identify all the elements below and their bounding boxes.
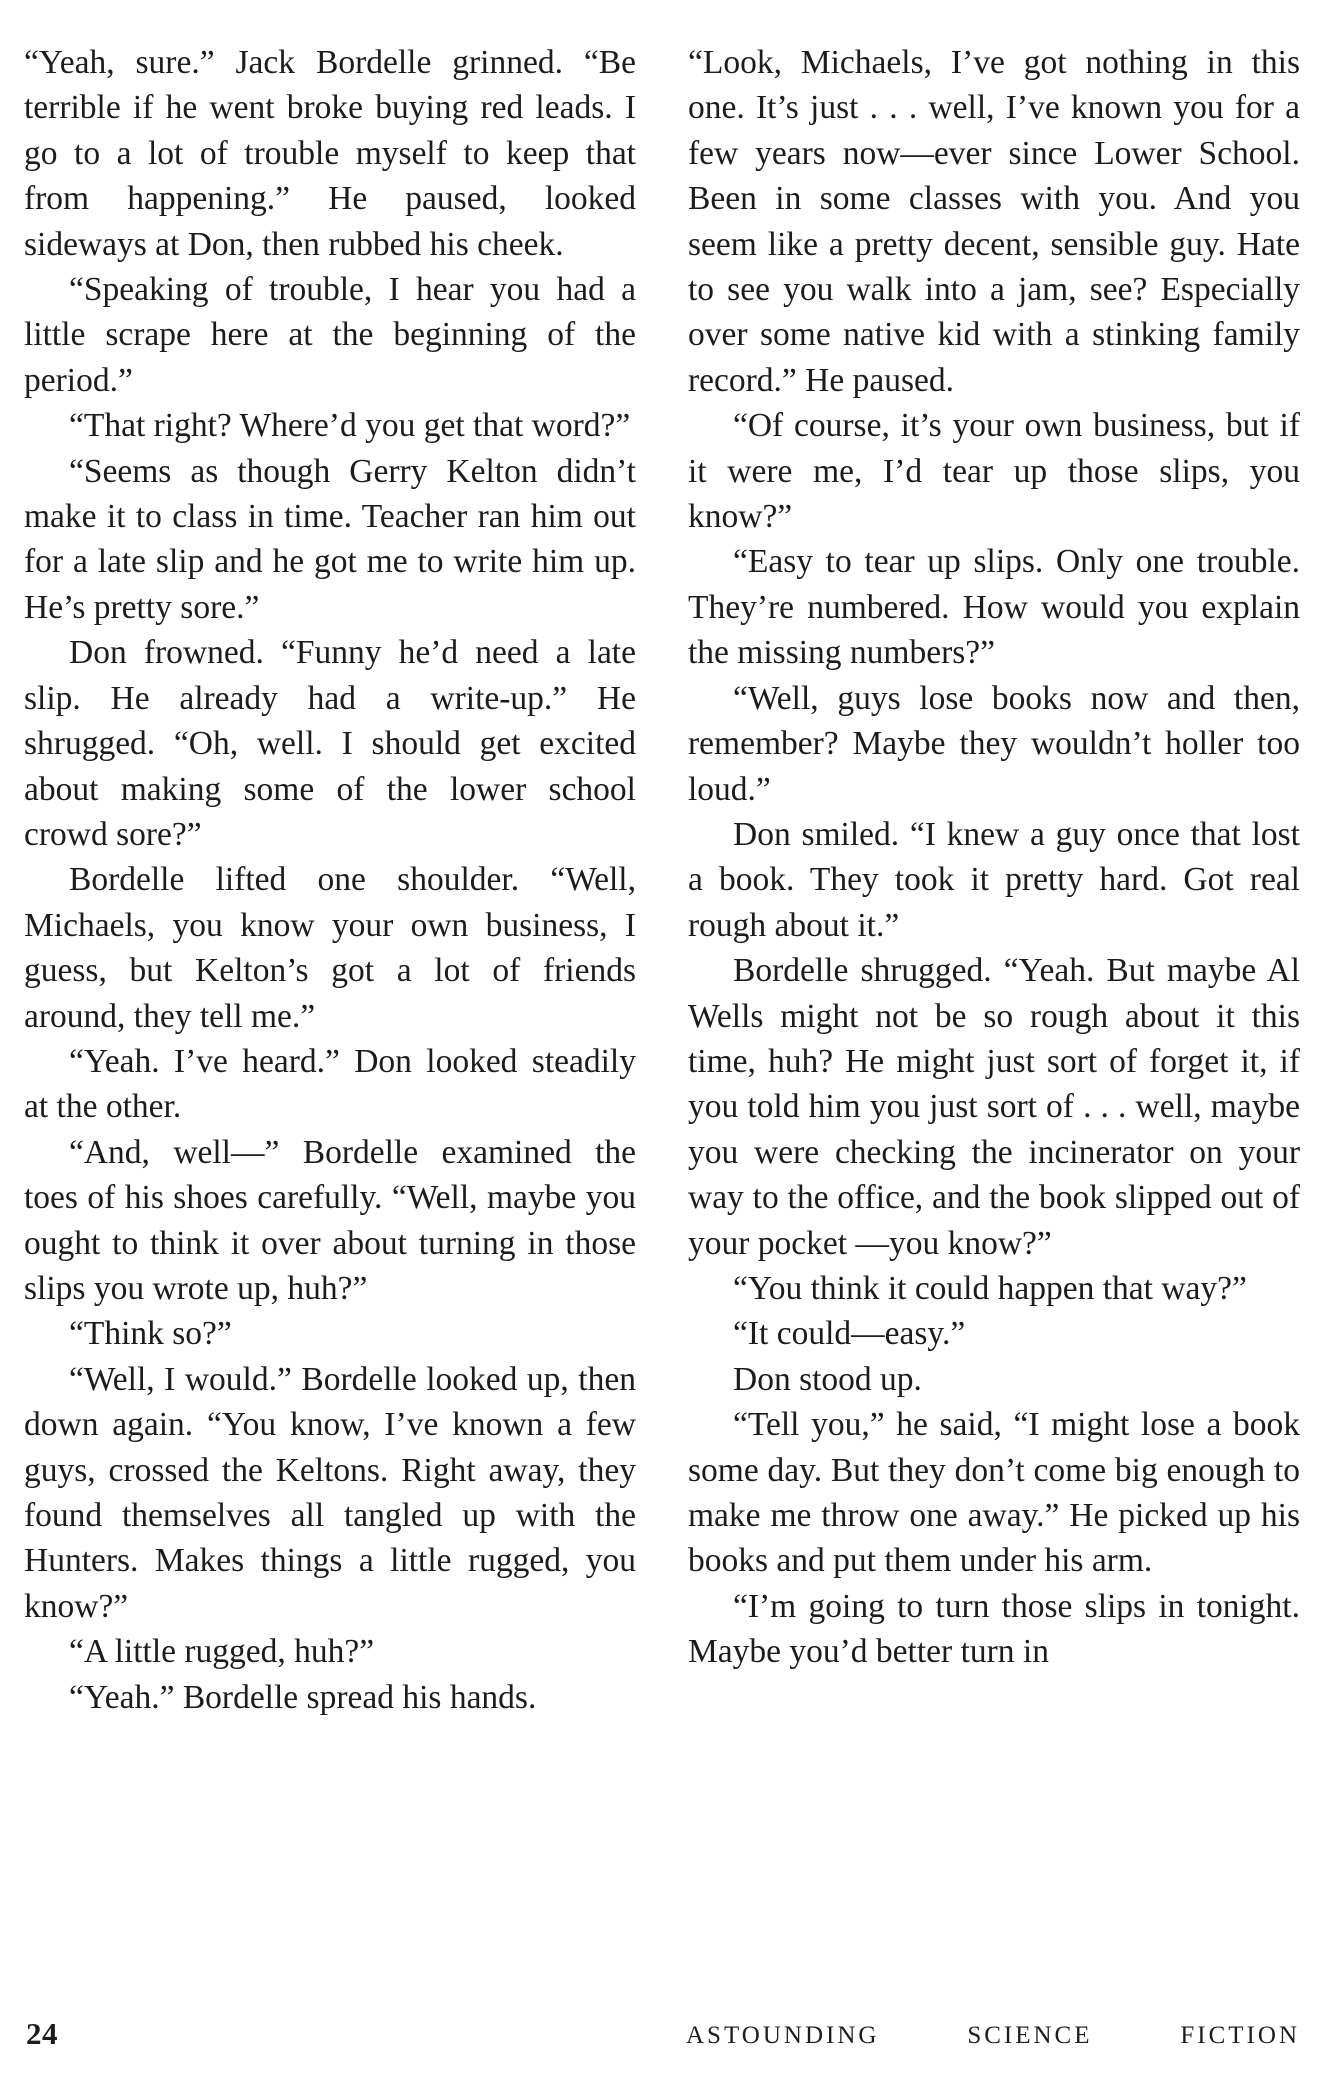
- paragraph: “Of course, it’s your own business, but if it were me, I’d tear up those slips, you know?”: [688, 407, 1300, 536]
- paragraph: “Tell you,” he said, “I might lose a book some day. But they don’t come big enough to make me throw one away.” He picked up his books and put them under his arm.: [688, 1406, 1300, 1580]
- paragraph: “Well, guys lose books now and then, remember? Maybe they wouldn’t holler too loud.”: [688, 679, 1300, 808]
- paragraph: Don smiled. “I knew a guy once that lost a book. They took it pretty hard. Got real rough about it.”: [688, 815, 1300, 944]
- running-footer-title: ASTOUNDING SCIENCE FICTION: [686, 2022, 1300, 2049]
- left-text-column: [24, 40, 636, 1720]
- paragraph: Don stood up.: [733, 1360, 922, 1398]
- paragraph: “That right? Where’d you get that word?”: [69, 407, 631, 445]
- page-number: 24: [26, 2016, 58, 2051]
- paragraph: “It could—easy.”: [733, 1315, 966, 1353]
- paragraph: “I’m going to turn those slips in tonight. Maybe you’d better turn in: [688, 1587, 1300, 1671]
- paragraph: “Speaking of trouble, I hear you had a little scrape here at the beginning of the period.”: [24, 271, 636, 399]
- paragraph: “Look, Michaels, I’ve got nothing in this one. It’s just . . . well, I’ve known you for a few years now—ever since Lower School. Been in some classes with you. And you seem like a pretty decent, sensible guy. Hate to see you walk into a jam, see? Especially over some native kid with a stinking family record.” He paused.: [688, 44, 1300, 399]
- paragraph: “A little rugged, huh?”: [69, 1633, 375, 1671]
- paragraph: “Think so?”: [69, 1315, 232, 1353]
- paragraph: “Easy to tear up slips. Only one trouble. They’re numbered. How would you explain the missing numbers?”: [688, 543, 1300, 672]
- paragraph: “Yeah. I’ve heard.” Don looked steadily at the other.: [24, 1042, 636, 1126]
- paragraph: “You think it could happen that way?”: [733, 1269, 1247, 1307]
- paragraph: “Seems as though Gerry Kelton didn’t make it to class in time. Teacher ran him out for a late slip and he got me to write him up. He’s pretty sore.”: [24, 452, 636, 626]
- paragraph: “Yeah, sure.” Jack Bordelle grinned. “Be terrible if he went broke buying red leads. I go to a lot of trouble myself to keep that from happening.” He paused, looked sideways at Don, then rubbed his cheek.: [24, 44, 636, 263]
- paragraph: “And, well—” Bordelle examined the toes of his shoes carefully. “Well, maybe you ought to think it over about turning in those slips you wrote up, huh?”: [24, 1133, 636, 1307]
- right-text-column: [688, 40, 1300, 1675]
- paragraph: Don frowned. “Funny he’d need a late slip. He already had a write-up.” He shrugged. “Oh, well. I should get excited about making some of the lower school crowd sore?”: [24, 634, 636, 853]
- paragraph: Bordelle shrugged. “Yeah. But maybe Al Wells might not be so rough about it this time, huh? He might just sort of forget it, if you told him you just sort of . . . well, maybe you were checking the incinerator on your way to the office, and the book slipped out of your pocket —you know?”: [688, 952, 1300, 1262]
- paragraph: “Yeah.” Bordelle spread his hands.: [69, 1678, 537, 1716]
- paragraph: “Well, I would.” Bordelle looked up, then down again. “You know, I’ve known a few guys, crossed the Keltons. Right away, they found themselves all tangled up with the Hunters. Makes things a little rugged, you know?”: [24, 1360, 636, 1625]
- paragraph: Bordelle lifted one shoulder. “Well, Michaels, you know your own business, I guess, but Kelton’s got a lot of friends around, they tell me.”: [24, 861, 636, 1035]
